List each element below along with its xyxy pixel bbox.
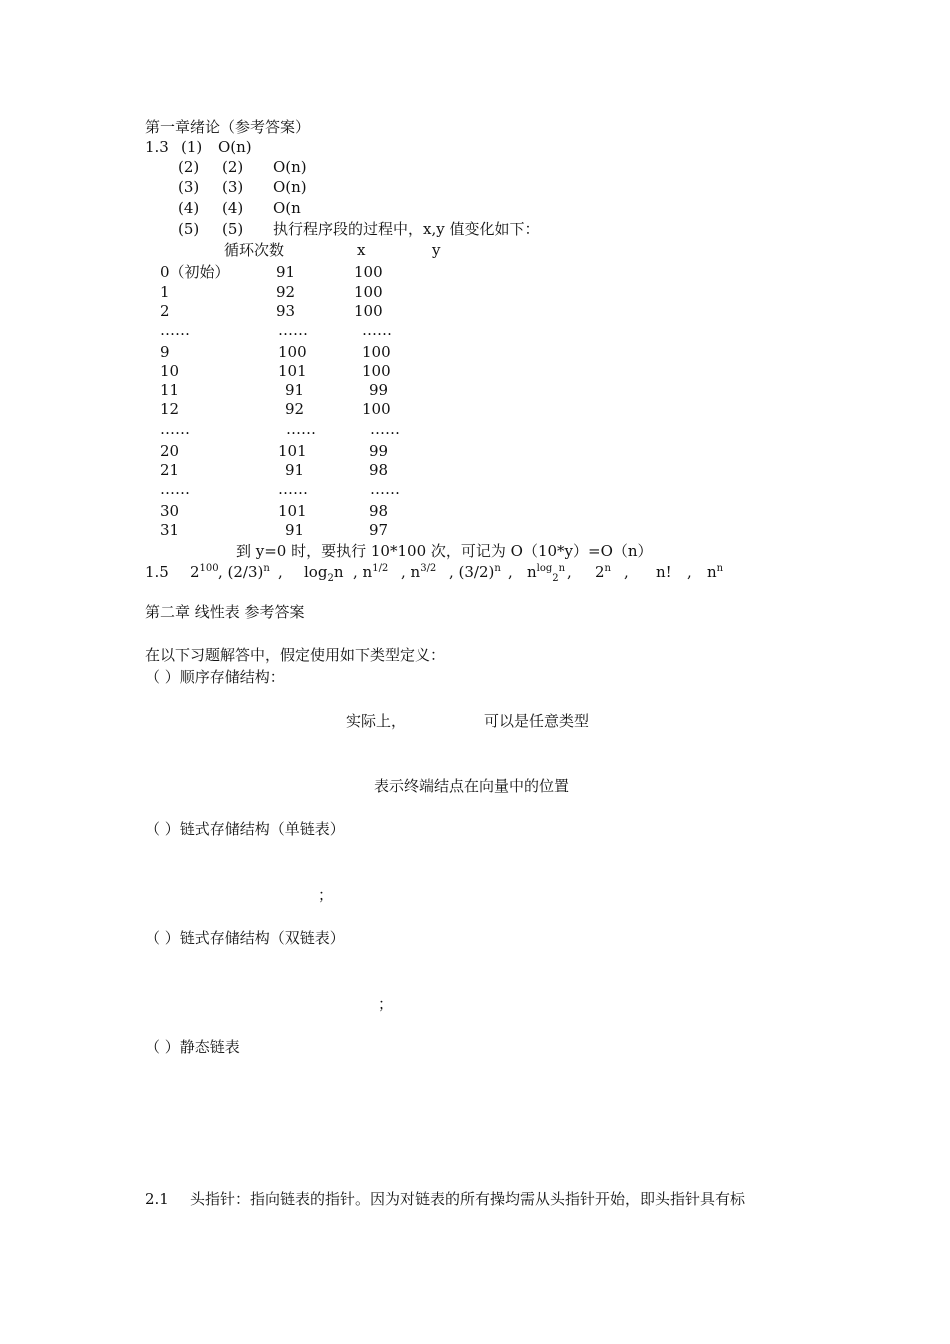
table-row-8-y: …… bbox=[370, 420, 400, 438]
q15-comma-2: , bbox=[508, 563, 513, 581]
q13-item3-label: (3) bbox=[178, 178, 200, 196]
q13-item4-label2: (4) bbox=[222, 199, 244, 217]
table-header-y: y bbox=[432, 241, 441, 259]
q15-comma-5: , bbox=[687, 563, 692, 581]
doubly-linked-semicolon: ； bbox=[378, 995, 394, 1013]
q15-term-8: 2$^n$ bbox=[595, 563, 611, 581]
table-row-5-count: 10 bbox=[160, 362, 180, 380]
table-row-9-x: 101 bbox=[278, 442, 307, 460]
table-row-2-count: 2 bbox=[160, 302, 170, 320]
section-doubly-linked: （ ）链式存储结构（双链表） bbox=[145, 929, 345, 947]
table-row-8-x: …… bbox=[286, 420, 316, 438]
q15-term-7: $n^{log}_2^n$ bbox=[527, 563, 566, 584]
table-row-1-y: 100 bbox=[354, 283, 383, 301]
table-header-loops: 循环次数 bbox=[224, 241, 285, 259]
table-row-6-count: 11 bbox=[160, 381, 180, 399]
q13-item2-label2: (2) bbox=[222, 158, 244, 176]
table-row-8-count: …… bbox=[160, 420, 190, 438]
singly-linked-semicolon: ； bbox=[318, 886, 334, 904]
q13-item5-label2: (5) bbox=[222, 220, 244, 238]
chapter1-title: 第一章绪论（参考答案） bbox=[145, 118, 311, 136]
table-row-11-x: …… bbox=[278, 480, 308, 498]
table-row-12-y: 98 bbox=[369, 502, 389, 520]
table-row-3-x: …… bbox=[278, 321, 308, 339]
table-row-2-y: 100 bbox=[354, 302, 383, 320]
table-row-12-count: 30 bbox=[160, 502, 180, 520]
q15-comma-1: , bbox=[278, 563, 283, 581]
table-row-12-x: 101 bbox=[278, 502, 307, 520]
table-row-4-x: 100 bbox=[278, 343, 307, 361]
table-row-13-y: 97 bbox=[369, 521, 389, 539]
table-row-0-x: 91 bbox=[276, 263, 296, 281]
table-row-1-count: 1 bbox=[160, 283, 170, 301]
table-header-x: x bbox=[357, 241, 366, 259]
table-row-7-count: 12 bbox=[160, 400, 180, 418]
table-row-5-x: 101 bbox=[278, 362, 307, 380]
q13-item5-answer: 执行程序段的过程中，x,y 值变化如下： bbox=[273, 220, 540, 238]
table-row-11-y: …… bbox=[370, 480, 400, 498]
q13-item4-label: (4) bbox=[178, 199, 200, 217]
q15-term-5: , $n^{3/2}$ bbox=[401, 563, 437, 581]
q13-item1-answer: O(n) bbox=[218, 138, 252, 156]
q13-item1-label: (1) bbox=[181, 138, 203, 156]
table-row-4-count: 9 bbox=[160, 343, 170, 361]
q13-item3-label2: (3) bbox=[222, 178, 244, 196]
table-row-0-y: 100 bbox=[354, 263, 383, 281]
q21-number: 2.1 bbox=[145, 1190, 169, 1208]
table-row-0-count: 0（初始） bbox=[160, 263, 230, 281]
q15-term-9: n! bbox=[656, 563, 672, 581]
chapter2-intro: 在以下习题解答中，假定使用如下类型定义： bbox=[145, 646, 446, 664]
table-row-10-count: 21 bbox=[160, 461, 180, 479]
table-row-13-x: 91 bbox=[285, 521, 305, 539]
q15-term-3: $\log_2n$ bbox=[304, 563, 344, 584]
table-row-3-count: …… bbox=[160, 321, 190, 339]
table-row-10-y: 98 bbox=[369, 461, 389, 479]
q15-comma-4: , bbox=[624, 563, 629, 581]
table-row-10-x: 91 bbox=[285, 461, 305, 479]
q21-text: 头指针：指向链表的指针。因为对链表的所有操均需从头指针开始，即头指针具有标 bbox=[190, 1190, 746, 1208]
q15-number: 1.5 bbox=[145, 563, 169, 581]
table-row-13-count: 31 bbox=[160, 521, 180, 539]
table-row-3-y: …… bbox=[362, 321, 392, 339]
q13-item5-label: (5) bbox=[178, 220, 200, 238]
sequential-note-c: 表示终端结点在向量中的位置 bbox=[374, 777, 570, 795]
chapter2-title: 第二章 线性表 参考答案 bbox=[145, 603, 305, 621]
table-row-6-y: 99 bbox=[369, 381, 389, 399]
table-row-5-y: 100 bbox=[362, 362, 391, 380]
q13-item2-answer: O(n) bbox=[273, 158, 307, 176]
q13-item3-answer: O(n) bbox=[273, 178, 307, 196]
table-row-9-y: 99 bbox=[369, 442, 389, 460]
table-row-9-count: 20 bbox=[160, 442, 180, 460]
section-singly-linked: （ ）链式存储结构（单链表） bbox=[145, 820, 345, 838]
section-static-linked: （ ）静态链表 bbox=[145, 1038, 240, 1056]
table-row-4-y: 100 bbox=[362, 343, 391, 361]
section-sequential-storage: （ ）顺序存储结构： bbox=[145, 668, 285, 686]
table-row-2-x: 93 bbox=[276, 302, 296, 320]
table-row-7-y: 100 bbox=[362, 400, 391, 418]
table-row-11-count: …… bbox=[160, 480, 190, 498]
q15-term-6: , $(3/2)^n$ bbox=[449, 563, 501, 581]
q15-term-2: , $(2/3)^n$ bbox=[218, 563, 270, 581]
sequential-note-b: 可以是任意类型 bbox=[484, 712, 590, 730]
table-row-7-x: 92 bbox=[285, 400, 305, 418]
q15-term-4: , $n^{1/2}$ bbox=[353, 563, 389, 581]
q15-term-1: $2^{100}$ bbox=[190, 563, 219, 581]
q15-term-10: $n^n$ bbox=[707, 563, 724, 581]
q15-comma-3: , bbox=[567, 563, 572, 581]
sequential-note-a: 实际上， bbox=[346, 712, 407, 730]
q13-item2-label: (2) bbox=[178, 158, 200, 176]
table-row-6-x: 91 bbox=[285, 381, 305, 399]
table-row-1-x: 92 bbox=[276, 283, 296, 301]
q13-conclusion: 到 y=0 时，要执行 10*100 次，可记为 O（10*y）=O（n） bbox=[236, 542, 653, 560]
q13-item4-answer: O(n bbox=[273, 199, 301, 217]
q13-number: 1.3 bbox=[145, 138, 169, 156]
